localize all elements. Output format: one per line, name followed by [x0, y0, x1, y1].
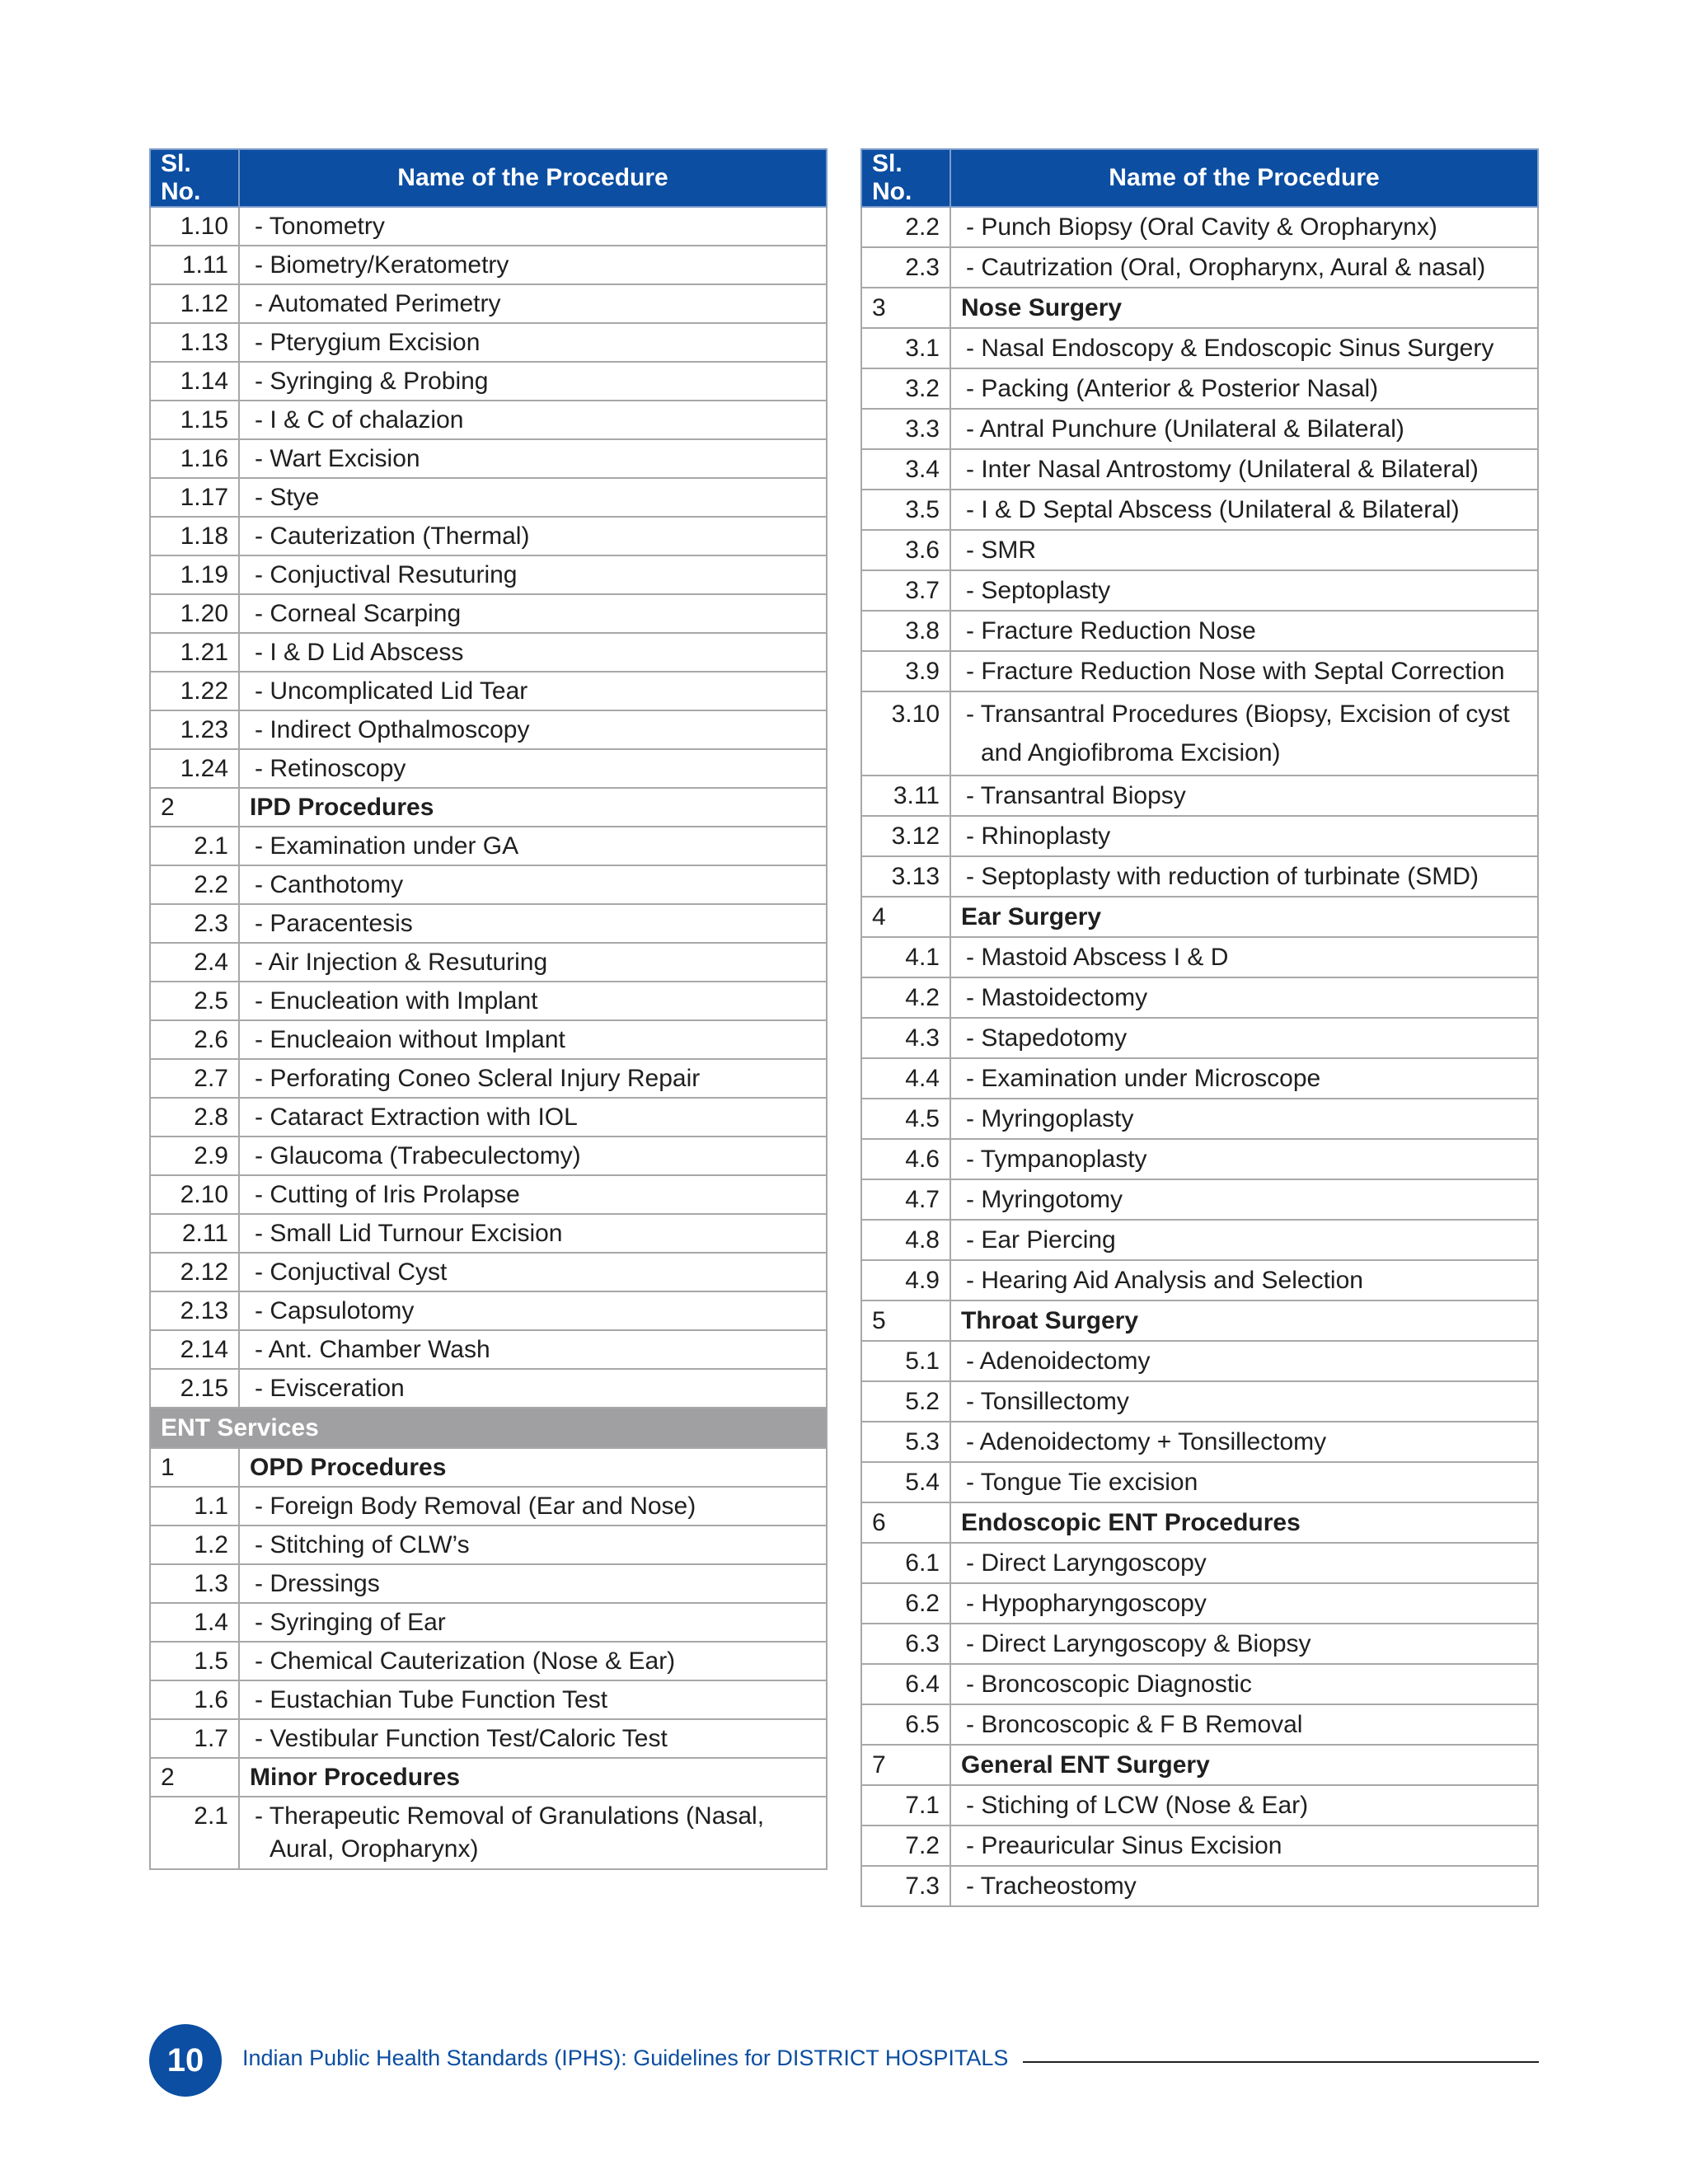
table-row [861, 1260, 1538, 1301]
procedure-table-left [149, 148, 828, 1870]
table-row [150, 1059, 827, 1098]
serial-number-cell: 4.4 [861, 1058, 950, 1099]
serial-number-cell: 2.10 [150, 1175, 239, 1214]
serial-number-cell: 1.12 [150, 284, 239, 323]
procedure-name-cell: - Perforating Coneo Scleral Injury Repair [239, 1059, 827, 1098]
serial-number-cell: 6.4 [861, 1664, 950, 1704]
serial-number-cell: 4.8 [861, 1220, 950, 1260]
table-row [150, 633, 827, 672]
section-heading-row [861, 1745, 1538, 1785]
serial-number-cell: 3.12 [861, 816, 950, 856]
section-heading-row [150, 1448, 827, 1487]
header-procedure-name: Name of the Procedure [239, 149, 827, 207]
serial-number-cell: 1.19 [150, 555, 239, 594]
table-row [861, 1664, 1538, 1704]
serial-number-cell: 2.11 [150, 1214, 239, 1253]
procedure-name-cell: - Paracentesis [239, 904, 827, 943]
serial-number-cell: 3.2 [861, 368, 950, 409]
serial-number-cell: 3.10 [861, 691, 950, 776]
serial-number-cell: 1.3 [150, 1564, 239, 1603]
procedure-name-cell: - Glaucoma (Trabeculectomy) [239, 1137, 827, 1175]
table-row [150, 1253, 827, 1291]
procedure-name-cell: - Inter Nasal Antrostomy (Unilateral & Bilateral) [950, 449, 1538, 490]
table-row [150, 865, 827, 904]
procedure-name-cell: - Myringoplasty [950, 1099, 1538, 1139]
table-row [861, 1704, 1538, 1745]
serial-number-cell: 6 [861, 1502, 950, 1543]
serial-number-cell: 6.5 [861, 1704, 950, 1745]
procedure-name-cell: - Stitching of CLW’s [239, 1526, 827, 1564]
serial-number-cell: 4.2 [861, 977, 950, 1018]
serial-number-cell: 2.6 [150, 1020, 239, 1059]
procedure-name-cell: - Corneal Scarping [239, 594, 827, 633]
serial-number-cell: 3.4 [861, 449, 950, 490]
table-row [861, 1179, 1538, 1220]
section-band-label: ENT Services [150, 1408, 827, 1448]
table-row [861, 1583, 1538, 1624]
serial-number-cell: 2.13 [150, 1291, 239, 1330]
table-row [150, 1487, 827, 1526]
serial-number-cell: 2.15 [150, 1369, 239, 1408]
serial-number-cell: 2.1 [150, 1797, 239, 1869]
serial-number-cell: 1.4 [150, 1603, 239, 1642]
procedure-name-cell: - Air Injection & Resuturing [239, 943, 827, 982]
procedure-name-cell: - Fracture Reduction Nose [950, 611, 1538, 651]
table-row [150, 207, 827, 246]
procedure-name-cell: - Mastoidectomy [950, 977, 1538, 1018]
procedure-name-cell: - Eustachian Tube Function Test [239, 1680, 827, 1719]
procedure-name-cell: - Examination under Microscope [950, 1058, 1538, 1099]
serial-number-cell: 2 [150, 788, 239, 827]
header-sl-no: Sl. No. [861, 149, 950, 207]
section-band-row [150, 1408, 827, 1448]
procedure-name-cell: - SMR [950, 530, 1538, 570]
table-row [150, 1214, 827, 1253]
procedure-name-cell: - Rhinoplasty [950, 816, 1538, 856]
procedure-name-cell: - Adenoidectomy + Tonsillectomy [950, 1422, 1538, 1462]
serial-number-cell: 2.14 [150, 1330, 239, 1369]
table-row [150, 284, 827, 323]
procedure-name-cell-wrap [950, 691, 1538, 776]
serial-number-cell: 2.8 [150, 1098, 239, 1137]
procedure-name-cell: - Syringing of Ear [239, 1603, 827, 1642]
procedure-name-cell: - Tympanoplasty [950, 1139, 1538, 1179]
serial-number-cell: 7.3 [861, 1866, 950, 1906]
table-row [861, 1018, 1538, 1058]
serial-number-cell: 6.2 [861, 1583, 950, 1624]
serial-number-cell: 2 [150, 1758, 239, 1797]
serial-number-cell: 3.6 [861, 530, 950, 570]
table-row [861, 1341, 1538, 1381]
procedure-table-right [860, 148, 1539, 1907]
procedure-name-cell: - Tongue Tie excision [950, 1462, 1538, 1502]
procedure-name-cell: - Stye [239, 478, 827, 517]
table-header-row [150, 149, 827, 207]
serial-number-cell: 3.11 [861, 776, 950, 816]
table-row [861, 449, 1538, 490]
table-row [150, 1797, 827, 1869]
table-row [861, 1785, 1538, 1825]
table-row [861, 937, 1538, 977]
header-procedure-name: Name of the Procedure [950, 149, 1538, 207]
table-row [861, 1543, 1538, 1583]
table-body [150, 207, 827, 1869]
procedure-name-cell: - Biometry/Keratometry [239, 246, 827, 284]
serial-number-cell: 1.1 [150, 1487, 239, 1526]
table-row [861, 1139, 1538, 1179]
table-row [150, 1175, 827, 1214]
procedure-name-cell: - I & D Lid Abscess [239, 633, 827, 672]
serial-number-cell: 1.22 [150, 672, 239, 710]
table-row [150, 710, 827, 749]
table-row [150, 517, 827, 555]
serial-number-cell: 1.23 [150, 710, 239, 749]
procedure-name-cell: - Hypopharyngoscopy [950, 1583, 1538, 1624]
section-heading-cell: IPD Procedures [239, 788, 827, 827]
procedure-name-cell: - Uncomplicated Lid Tear [239, 672, 827, 710]
serial-number-cell: 1.13 [150, 323, 239, 362]
procedure-name-cell: - Therapeutic Removal of Granulations (Nasal, Aural, Oropharynx) [255, 1802, 765, 1863]
serial-number-cell: 1.14 [150, 362, 239, 401]
procedure-name-cell: - Enucleation with Implant [239, 982, 827, 1020]
table-row [150, 827, 827, 865]
serial-number-cell: 3.7 [861, 570, 950, 611]
procedure-name-cell: - Fracture Reduction Nose with Septal Correction [950, 651, 1538, 691]
serial-number-cell: 4.1 [861, 937, 950, 977]
table-row [861, 856, 1538, 897]
serial-number-cell: 6.1 [861, 1543, 950, 1583]
table-row [861, 1462, 1538, 1502]
section-heading-row [150, 1758, 827, 1797]
table-row [861, 328, 1538, 368]
section-heading-row [861, 1301, 1538, 1341]
serial-number-cell: 5 [861, 1301, 950, 1341]
serial-number-cell: 5.1 [861, 1341, 950, 1381]
table-row [861, 1624, 1538, 1664]
table-row [150, 982, 827, 1020]
procedure-name-cell: - Automated Perimetry [239, 284, 827, 323]
section-heading-row [150, 788, 827, 827]
serial-number-cell: 5.3 [861, 1422, 950, 1462]
table-row [150, 439, 827, 478]
serial-number-cell: 1.24 [150, 749, 239, 788]
table-row [861, 691, 1538, 776]
table-row [861, 1058, 1538, 1099]
serial-number-cell: 1.17 [150, 478, 239, 517]
procedure-name-cell: - Pterygium Excision [239, 323, 827, 362]
footer-divider [1023, 2061, 1539, 2063]
serial-number-cell: 1.10 [150, 207, 239, 246]
table-row [150, 672, 827, 710]
procedure-name-cell: - I & C of chalazion [239, 401, 827, 439]
procedure-name-cell: - Direct Laryngoscopy [950, 1543, 1538, 1583]
procedure-name-cell: - Syringing & Probing [239, 362, 827, 401]
serial-number-cell: 2.4 [150, 943, 239, 982]
page-footer [149, 2024, 1539, 2098]
footer-title: Indian Public Health Standards (IPHS): Guidelines for DISTRICT HOSPITALS [242, 2046, 1009, 2070]
table-row [861, 247, 1538, 288]
serial-number-cell: 3.5 [861, 490, 950, 530]
procedure-name-cell: - Cutting of Iris Prolapse [239, 1175, 827, 1214]
procedure-name-cell: - Ant. Chamber Wash [239, 1330, 827, 1369]
table-row [861, 1825, 1538, 1866]
serial-number-cell: 2.12 [150, 1253, 239, 1291]
table-row [150, 1719, 827, 1758]
serial-number-cell: 3.8 [861, 611, 950, 651]
table-row [861, 368, 1538, 409]
procedure-name-cell: - Stapedotomy [950, 1018, 1538, 1058]
procedure-name-cell: - Foreign Body Removal (Ear and Nose) [239, 1487, 827, 1526]
table-row [861, 207, 1538, 247]
section-heading-cell: Endoscopic ENT Procedures [950, 1502, 1538, 1543]
procedure-name-cell: - Evisceration [239, 1369, 827, 1408]
procedure-name-cell-wrap [239, 1797, 827, 1869]
procedure-name-cell: - I & D Septal Abscess (Unilateral & Bilateral) [950, 490, 1538, 530]
procedure-name-cell: - Wart Excision [239, 439, 827, 478]
procedure-name-cell: - Hearing Aid Analysis and Selection [950, 1260, 1538, 1301]
table-row [861, 409, 1538, 449]
table-row [861, 1381, 1538, 1422]
serial-number-cell: 1.20 [150, 594, 239, 633]
serial-number-cell: 3.3 [861, 409, 950, 449]
procedure-name-cell: - Septoplasty with reduction of turbinate (SMD) [950, 856, 1538, 897]
serial-number-cell: 1.7 [150, 1719, 239, 1758]
procedure-name-cell: - Septoplasty [950, 570, 1538, 611]
section-heading-cell: Throat Surgery [950, 1301, 1538, 1341]
serial-number-cell: 7.1 [861, 1785, 950, 1825]
table-row [861, 1866, 1538, 1906]
serial-number-cell: 4 [861, 897, 950, 937]
procedure-name-cell: - Transantral Biopsy [950, 776, 1538, 816]
serial-number-cell: 1.18 [150, 517, 239, 555]
procedure-name-cell: - Punch Biopsy (Oral Cavity & Oropharynx) [950, 207, 1538, 247]
procedure-name-cell: - Stiching of LCW (Nose & Ear) [950, 1785, 1538, 1825]
table-row [150, 401, 827, 439]
serial-number-cell: 2.1 [150, 827, 239, 865]
table-row [150, 943, 827, 982]
procedure-name-cell: - Broncoscopic Diagnostic [950, 1664, 1538, 1704]
serial-number-cell: 2.3 [861, 247, 950, 288]
table-row [150, 246, 827, 284]
procedure-name-cell: - Tonsillectomy [950, 1381, 1538, 1422]
serial-number-cell: 2.5 [150, 982, 239, 1020]
serial-number-cell: 1.6 [150, 1680, 239, 1719]
table-row [150, 594, 827, 633]
section-heading-cell: OPD Procedures [239, 1448, 827, 1487]
serial-number-cell: 5.4 [861, 1462, 950, 1502]
procedure-name-cell: - Chemical Cauterization (Nose & Ear) [239, 1642, 827, 1680]
table-row [861, 490, 1538, 530]
serial-number-cell: 3.9 [861, 651, 950, 691]
header-sl-no: Sl. No. [150, 149, 239, 207]
procedure-name-cell: - Mastoid Abscess I & D [950, 937, 1538, 977]
procedure-name-cell: - Myringotomy [950, 1179, 1538, 1220]
serial-number-cell: 3.13 [861, 856, 950, 897]
table-row [150, 904, 827, 943]
procedure-name-cell: - Nasal Endoscopy & Endoscopic Sinus Surgery [950, 328, 1538, 368]
section-heading-cell: Minor Procedures [239, 1758, 827, 1797]
serial-number-cell: 4.7 [861, 1179, 950, 1220]
serial-number-cell: 2.9 [150, 1137, 239, 1175]
serial-number-cell: 1.2 [150, 1526, 239, 1564]
serial-number-cell: 5.2 [861, 1381, 950, 1422]
serial-number-cell: 2.2 [861, 207, 950, 247]
table-row [861, 530, 1538, 570]
serial-number-cell: 3 [861, 288, 950, 328]
table-row [861, 776, 1538, 816]
procedure-name-cell: - Cauterization (Thermal) [239, 517, 827, 555]
table-row [861, 611, 1538, 651]
table-row [861, 1220, 1538, 1260]
serial-number-cell: 4.5 [861, 1099, 950, 1139]
procedure-name-cell: - Conjuctival Cyst [239, 1253, 827, 1291]
serial-number-cell: 4.9 [861, 1260, 950, 1301]
procedure-name-cell: - Antral Punchure (Unilateral & Bilateral) [950, 409, 1538, 449]
serial-number-cell: 3.1 [861, 328, 950, 368]
procedure-name-cell: - Conjuctival Resuturing [239, 555, 827, 594]
table-row [150, 1680, 827, 1719]
procedure-name-cell: - Ear Piercing [950, 1220, 1538, 1260]
table-row [861, 570, 1538, 611]
serial-number-cell: 7 [861, 1745, 950, 1785]
procedure-name-cell: - Capsulotomy [239, 1291, 827, 1330]
table-row [861, 1422, 1538, 1462]
table-row [150, 1526, 827, 1564]
procedure-name-cell: - Transantral Procedures (Biopsy, Excision of cyst and Angiofibroma Excision) [966, 701, 1510, 766]
table-row [150, 1369, 827, 1408]
table-row [861, 977, 1538, 1018]
table-row [861, 651, 1538, 691]
table-body [861, 207, 1538, 1906]
serial-number-cell: 1.11 [150, 246, 239, 284]
procedure-name-cell: - Examination under GA [239, 827, 827, 865]
table-row [150, 1642, 827, 1680]
table-row [150, 749, 827, 788]
serial-number-cell: 1.5 [150, 1642, 239, 1680]
serial-number-cell: 4.3 [861, 1018, 950, 1058]
procedure-name-cell: - Cataract Extraction with IOL [239, 1098, 827, 1137]
table-row [150, 1020, 827, 1059]
table-row [150, 1291, 827, 1330]
section-heading-cell: General ENT Surgery [950, 1745, 1538, 1785]
procedure-name-cell: - Small Lid Turnour Excision [239, 1214, 827, 1253]
procedure-name-cell: - Packing (Anterior & Posterior Nasal) [950, 368, 1538, 409]
serial-number-cell: 4.6 [861, 1139, 950, 1179]
table-row [150, 478, 827, 517]
section-heading-cell: Ear Surgery [950, 897, 1538, 937]
procedure-name-cell: - Vestibular Function Test/Caloric Test [239, 1719, 827, 1758]
procedure-name-cell: - Cautrization (Oral, Oropharynx, Aural & nasal) [950, 247, 1538, 288]
procedure-name-cell: - Dressings [239, 1564, 827, 1603]
table-row [150, 1137, 827, 1175]
serial-number-cell: 2.7 [150, 1059, 239, 1098]
table-row [861, 1099, 1538, 1139]
serial-number-cell: 1.21 [150, 633, 239, 672]
procedure-name-cell: - Broncoscopic & F B Removal [950, 1704, 1538, 1745]
procedure-name-cell: - Indirect Opthalmoscopy [239, 710, 827, 749]
table-row [861, 816, 1538, 856]
procedure-name-cell: - Tonometry [239, 207, 827, 246]
serial-number-cell: 1.16 [150, 439, 239, 478]
table-row [150, 1098, 827, 1137]
table-row [150, 1603, 827, 1642]
table-header-row [861, 149, 1538, 207]
serial-number-cell: 2.2 [150, 865, 239, 904]
serial-number-cell: 1.15 [150, 401, 239, 439]
procedure-name-cell: - Direct Laryngoscopy & Biopsy [950, 1624, 1538, 1664]
serial-number-cell: 7.2 [861, 1825, 950, 1866]
page-number-badge: 10 [149, 2024, 222, 2097]
table-row [150, 362, 827, 401]
procedure-name-cell: - Canthotomy [239, 865, 827, 904]
serial-number-cell: 6.3 [861, 1624, 950, 1664]
procedure-name-cell: - Enucleaion without Implant [239, 1020, 827, 1059]
procedure-name-cell: - Tracheostomy [950, 1866, 1538, 1906]
table-row [150, 323, 827, 362]
table-row [150, 1564, 827, 1603]
procedure-name-cell: - Preauricular Sinus Excision [950, 1825, 1538, 1866]
procedure-name-cell: - Adenoidectomy [950, 1341, 1538, 1381]
section-heading-row [861, 1502, 1538, 1543]
table-row [150, 1330, 827, 1369]
procedure-name-cell: - Retinoscopy [239, 749, 827, 788]
section-heading-row [861, 897, 1538, 937]
serial-number-cell: 2.3 [150, 904, 239, 943]
section-heading-cell: Nose Surgery [950, 288, 1538, 328]
section-heading-row [861, 288, 1538, 328]
serial-number-cell: 1 [150, 1448, 239, 1487]
table-row [150, 555, 827, 594]
